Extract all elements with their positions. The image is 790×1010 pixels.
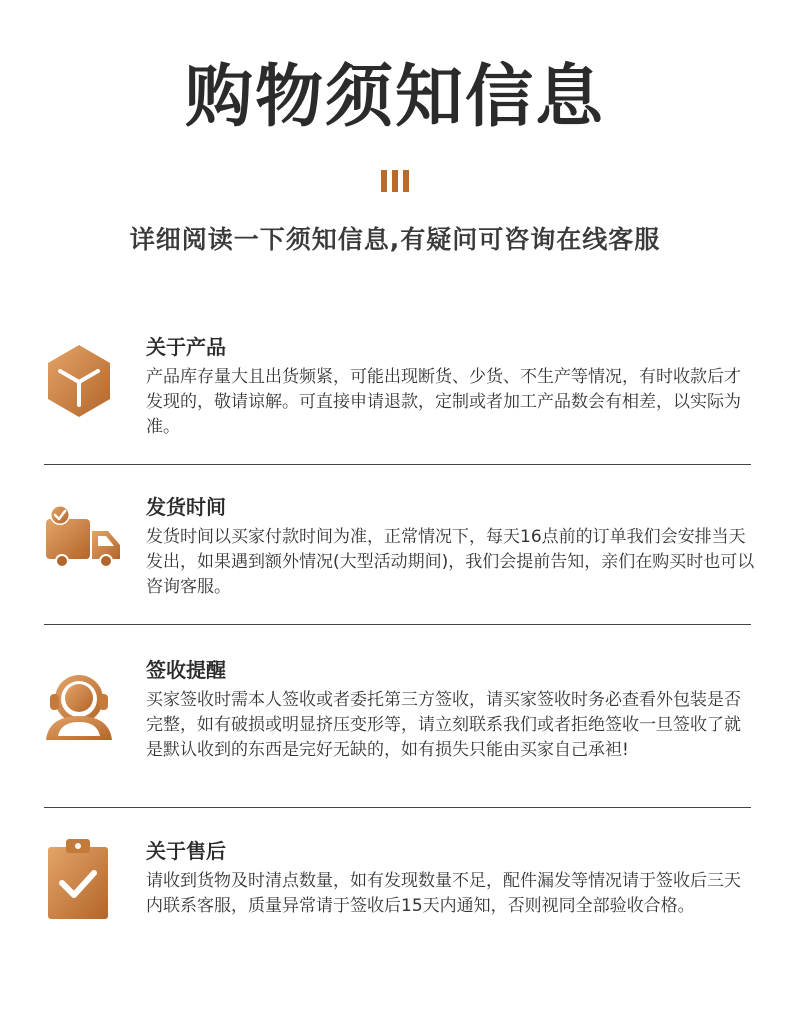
delivery-truck-icon xyxy=(44,505,124,585)
section-divider xyxy=(44,624,751,625)
section-divider xyxy=(44,807,751,808)
page-title: 购物须知信息 xyxy=(184,58,605,137)
section-divider xyxy=(44,464,751,465)
section-text: 产品库存量大且出货频紧，可能出现断货、少货、不生产等情况，有时收款后才发现的，敬请谅解。可直接申请退款，定制或者加工产品数会有相差，以实际为准。 xyxy=(146,367,741,437)
section-text: 发货时间以买家付款时间为准，正常情况下，每天16点前的订单我们会安排当天发出，如果遇到额外情况(大型活动期间)，我们会提前告知，亲们在购买时也可以咨询客服。 xyxy=(146,527,755,597)
section-heading: 关于产品 xyxy=(146,335,226,359)
section-text: 买家签收时需本人签收或者委托第三方签收，请买家签收时务必查看外包装是否完整，如有破损或明显挤压变形等，请立刻联系我们或者拒绝签收一旦签收了就是默认收到的东西是完好无缺的，如有损失只能由买家自己承袒! xyxy=(146,690,741,760)
clipboard-check-icon xyxy=(44,837,114,921)
customer-service-icon xyxy=(44,672,114,752)
page-subtitle: 详细阅读一下须知信息,有疑问可咨询在线客服 xyxy=(129,225,661,254)
section-heading: 关于售后 xyxy=(146,839,226,863)
box-icon xyxy=(44,341,114,421)
section-heading: 发货时间 xyxy=(146,495,226,519)
section-heading: 签收提醒 xyxy=(146,658,226,682)
title-decoration-bars xyxy=(381,170,409,192)
section-text: 请收到货物及时清点数量，如有发现数量不足，配件漏发等情况请于签收后三天内联系客服，质量异常请于签收后15天内通知，否则视同全部验收合格。 xyxy=(146,871,741,916)
